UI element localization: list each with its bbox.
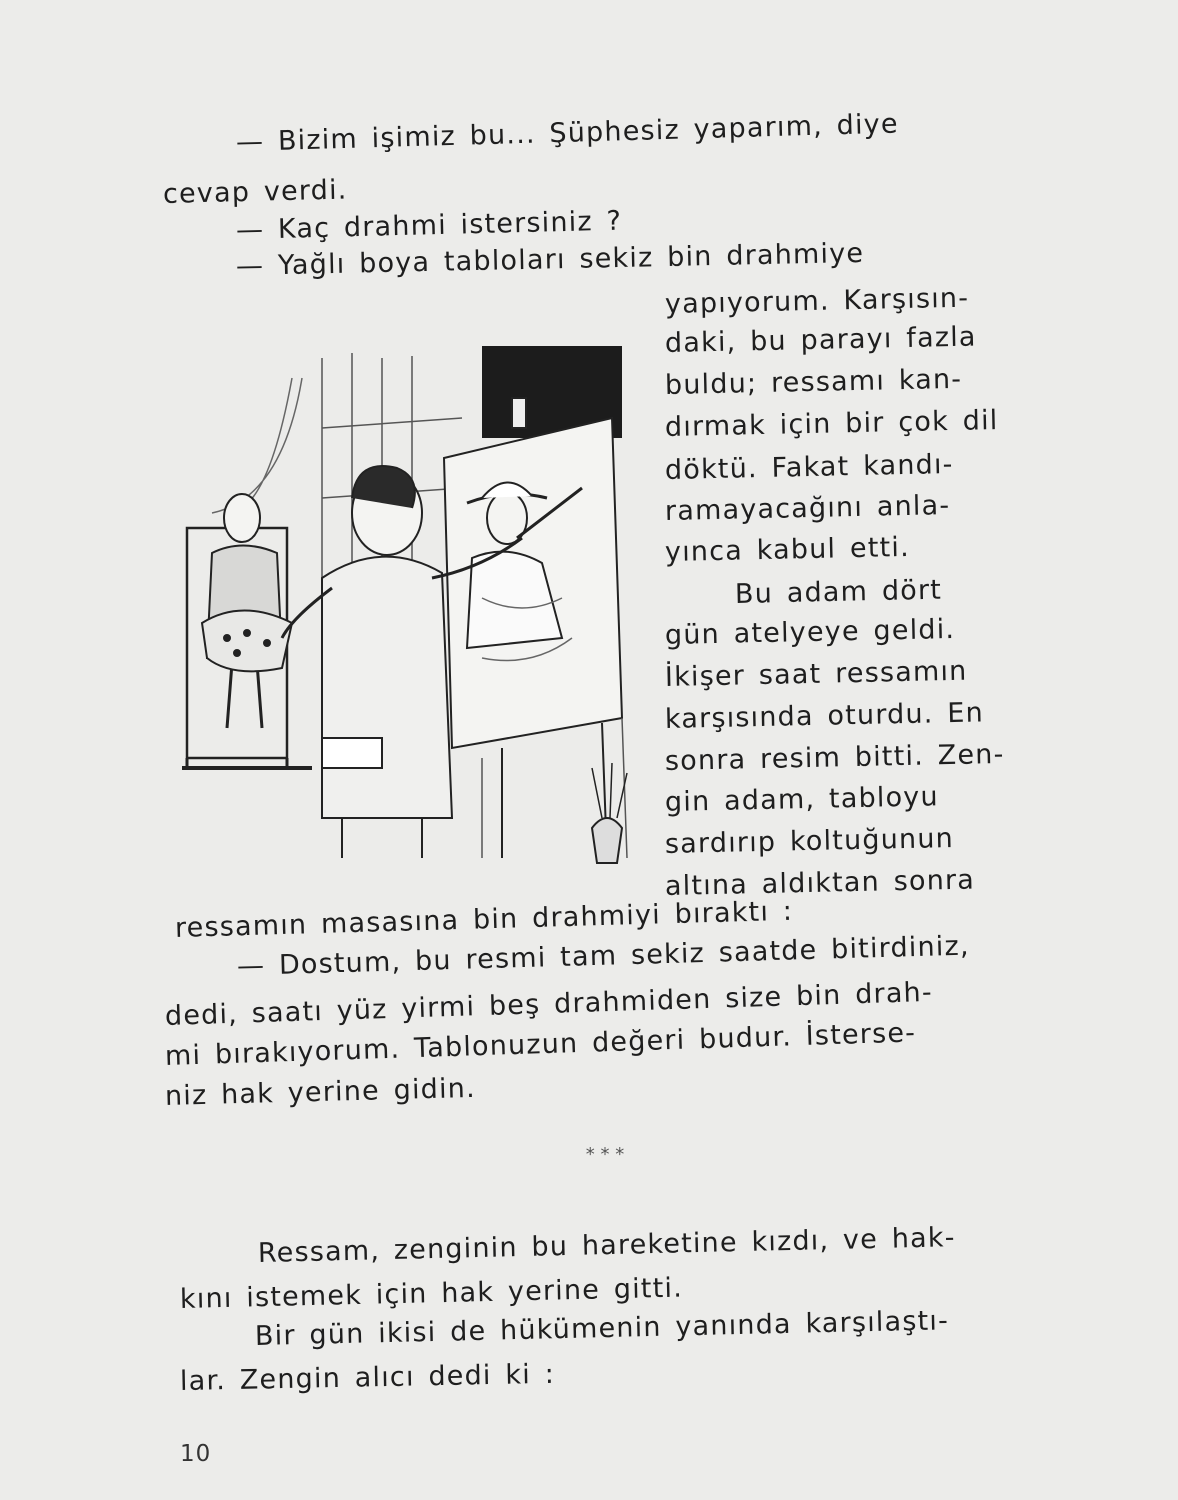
- section-separator: * * *: [585, 1144, 625, 1165]
- text-line: — Yağlı boya tabloları sekiz bin drahmiye: [235, 237, 865, 282]
- text-line: dedi, saatı yüz yirmi beş drahmiden size bin drah-: [164, 976, 934, 1032]
- text-line: ressamın masasına bin drahmiyi bıraktı :: [174, 895, 794, 944]
- text-line: sonra resim bitti. Zen-: [664, 738, 1005, 777]
- painter-illustration: [182, 338, 640, 866]
- text-line: Bu adam dört: [734, 574, 943, 610]
- text-line: karşısında oturdu. En: [664, 697, 985, 735]
- text-line: daki, bu parayı fazla: [664, 321, 977, 359]
- text-line: İkişer saat ressamın: [664, 655, 968, 693]
- page-number: 10: [180, 1441, 212, 1467]
- text-line: yapıyorum. Karşısın-: [664, 282, 970, 320]
- text-line: ramayacağını anla-: [664, 490, 951, 527]
- text-line: yınca kabul etti.: [664, 531, 911, 568]
- text-line: buldu; ressamı kan-: [664, 363, 963, 401]
- text-line: niz hak yerine gidin.: [164, 1072, 477, 1112]
- text-line: altına aldıktan sonra: [664, 864, 976, 902]
- text-line: sardırıp koltuğunun: [664, 822, 955, 860]
- text-line: döktü. Fakat kandı-: [664, 448, 954, 486]
- text-line: cevap verdi.: [162, 174, 348, 210]
- text-line: mi bırakıyorum. Tablonuzun değeri budur. İsterse-: [164, 1017, 917, 1072]
- text-line: — Dostum, bu resmi tam sekiz saatde bitirdiniz,: [236, 930, 971, 982]
- text-line: dırmak için bir çok dil: [664, 405, 999, 443]
- text-line: gin adam, tabloyu: [664, 781, 940, 818]
- text-line: — Bizim işimiz bu... Şüphesiz yaparım, diye: [235, 108, 900, 158]
- text-line: kını istemek için hak yerine gitti.: [179, 1272, 684, 1315]
- text-line: gün atelyeye geldi.: [664, 613, 956, 651]
- text-line: Ressam, zenginin bu hareketine kızdı, ve hak-: [257, 1222, 956, 1269]
- text-line: — Kaç drahmi istersiniz ?: [235, 205, 623, 246]
- text-line: Bir gün ikisi de hükümenin yanında karşılaştı-: [254, 1305, 950, 1352]
- text-line: lar. Zengin alıcı dedi ki :: [179, 1358, 556, 1397]
